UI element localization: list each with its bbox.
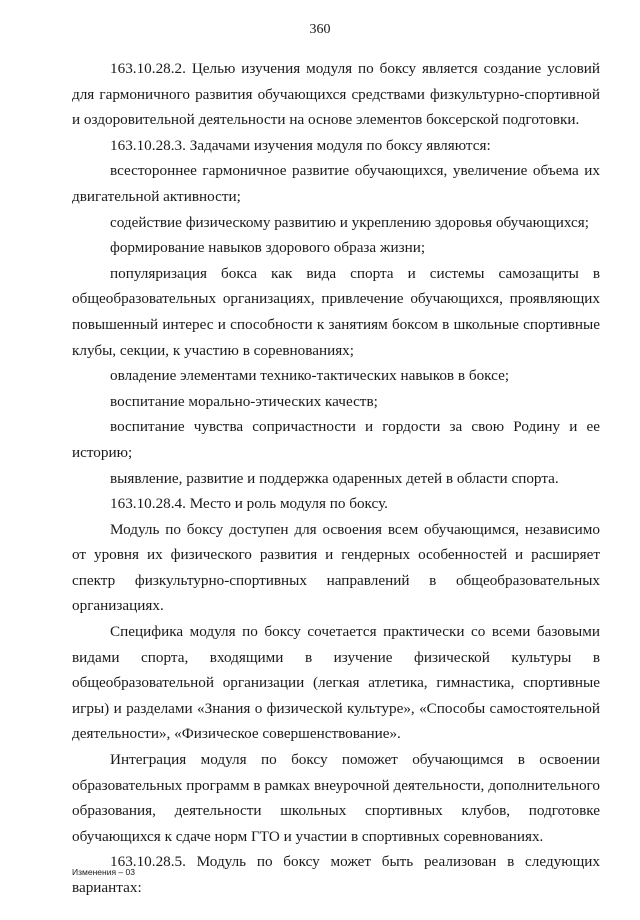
- task-item: формирование навыков здорового образа жизни;: [110, 239, 426, 257]
- task-item: выявление, развитие и поддержка одаренных детей в области спорта.: [110, 469, 559, 487]
- paragraph-tasks-heading: 163.10.28.3. Задачами изучения модуля по боксу являются:: [110, 136, 491, 154]
- page-number: 360: [309, 22, 331, 37]
- task-item: всестороннее гармоничное развитие обучающихся, увеличение объема их двигательной активности;: [72, 162, 600, 205]
- task-item: воспитание чувства сопричастности и гордости за свою Родину и ее историю;: [72, 418, 600, 461]
- task-item: воспитание морально-этических качеств;: [110, 392, 378, 410]
- task-item: популяризация бокса как вида спорта и системы самозащиты в общеобразовательных организациях, привлечение обучающихся, проявляющих повышенный интерес и способности к занятиям боксом в школьные спортивные клубы, секции, к участию в соревнованиях;: [72, 264, 600, 359]
- paragraph-place-heading: 163.10.28.4. Место и роль модуля по боксу.: [110, 495, 388, 513]
- document-body: [72, 56, 600, 901]
- page-footer: Изменения – 03: [72, 867, 135, 877]
- paragraph-integration: Интеграция модуля по боксу поможет обучающимся в освоении образовательных программ в рамках внеурочной деятельности, дополнительного образования, деятельности школьных спортивных клубов, подготовке обучающихся к сдаче норм ГТО и участии в спортивных соревнованиях.: [72, 751, 600, 845]
- paragraph-variants-heading: 163.10.28.5. Модуль по боксу может быть реализован в следующих вариантах:: [72, 853, 600, 896]
- paragraph-specifics: Специфика модуля по боксу сочетается практически со всеми базовыми видами спорта, входящими в изучение физической культуры в общеобразовательной организации (легкая атлетика, гимнастика, спортивные игры) и разделами «Знания о физической культуре», «Способы самостоятельной деятельности», «Физическое совершенствование».: [72, 623, 600, 743]
- paragraph-goal: 163.10.28.2. Целью изучения модуля по боксу является создание условий для гармоничного развития обучающихся средствами физкультурно-спортивной и оздоровительной деятельности на основе элементов боксерской подготовки.: [72, 60, 600, 129]
- task-item: овладение элементами технико-тактических навыков в боксе;: [110, 367, 510, 385]
- task-item: содействие физическому развитию и укреплению здоровья обучающихся;: [110, 213, 589, 231]
- paragraph-availability: Модуль по боксу доступен для освоения всем обучающимся, независимо от уровня их физического развития и гендерных особенностей и расширяет спектр физкультурно-спортивных направлений в общеобразовательных организациях.: [72, 520, 600, 615]
